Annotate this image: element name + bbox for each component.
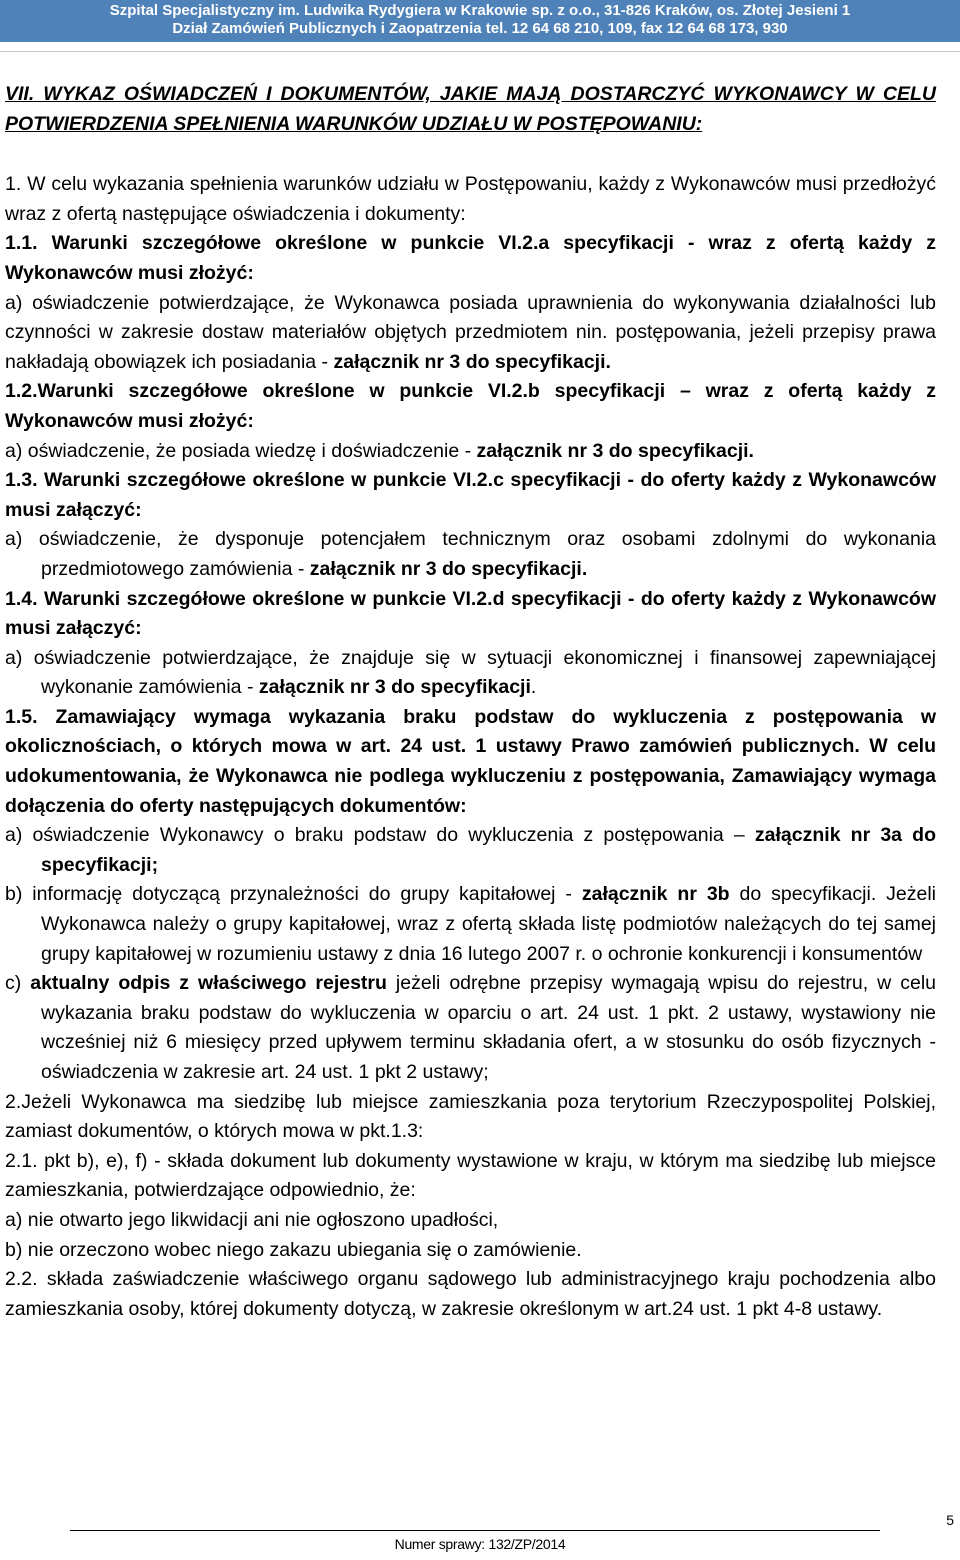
subsection-1-5-item-a: a) oświadczenie Wykonawcy o braku podstaw do wykluczenia z postępowania – załącznik nr 3a do specyfikacji; xyxy=(5,824,936,876)
document-body xyxy=(5,80,936,1324)
footer-divider xyxy=(70,1530,880,1531)
header-divider xyxy=(0,51,960,52)
page-header xyxy=(0,0,960,42)
subsection-1-3-heading: 1.3. Warunki szczegółowe określone w punkcie VI.2.c specyfikacji - do oferty każdy z Wykonawców musi załączyć: xyxy=(5,469,936,521)
subsection-1-1-heading: 1.1. Warunki szczegółowe określone w punkcie VI.2.a specyfikacji - wraz z ofertą każdy z Wykonawców musi złożyć: xyxy=(5,232,936,284)
subsection-1-5-item-b: b) informację dotyczącą przynależności do grupy kapitałowej - załącznik nr 3b do specyfikacji. Jeżeli Wykonawca należy o grupy kapitałowej, wraz z ofertą składa listę podmiotów należących do tej samej grupy kapitałowej w rozumieniu ustawy z dnia 16 lutego 2007 r. o ochronie konkurencji i konsumentów xyxy=(5,883,937,965)
subsection-1-4-item-a: a) oświadczenie potwierdzające, że znajduje się w sytuacji ekonomicznej i finansowej zapewniającej wykonanie zamówienia - załącznik nr 3 do specyfikacji. xyxy=(5,646,936,699)
paragraph-1: 1. W celu wykazania spełnienia warunków udziału w Postępowaniu, każdy z Wykonawców musi przedłożyć wraz z ofertą następujące oświadczenia i dokumenty: xyxy=(5,173,936,225)
header-line-2: Dział Zamówień Publicznych i Zaopatrzenia tel. 12 64 68 210, 109, fax 12 64 68 173, 930 xyxy=(172,20,788,37)
subsection-1-4-heading: 1.4. Warunki szczegółowe określone w punkcie VI.2.d specyfikacji - do oferty każdy z Wykonawców musi załączyć: xyxy=(5,587,936,640)
subsection-1-1-item-a: a) oświadczenie potwierdzające, że Wykonawca posiada uprawnienia do wykonywania działalności lub czynności w zakresie dostaw materiałów objętych przedmiotem nin. postępowania, jeżeli przepisy prawa nakładają obowiązek ich posiadania - załącznik nr 3 do specyfikacji. xyxy=(5,291,936,373)
subsection-1-2-heading: 1.2.Warunki szczegółowe określone w punkcie VI.2.b specyfikacji – wraz z ofertą każdy z Wykonawców musi złożyć: xyxy=(5,380,936,432)
paragraph-2: 2.Jeżeli Wykonawca ma siedzibę lub miejsce zamieszkania poza terytorium Rzeczypospolitej Polskiej, zamiast dokumentów, o których mowa w pkt.1.3: xyxy=(5,1090,936,1143)
paragraph-2-1: 2.1. pkt b), e), f) - składa dokument lub dokumenty wystawione w kraju, w którym ma siedzibę lub miejsce zamieszkania, potwierdzające odpowiednio, że: xyxy=(5,1149,936,1202)
paragraph-2-1-item-a: a) nie otwarto jego likwidacji ani nie ogłoszono upadłości, xyxy=(5,1208,499,1231)
case-number: Numer sprawy: 132/ZP/2014 xyxy=(394,1536,566,1552)
section-title: VII. WYKAZ OŚWIADCZEŃ I DOKUMENTÓW, JAKIE MAJĄ DOSTARCZYĆ WYKONAWCY W CELU POTWIERDZENIA SPEŁNIENIA WARUNKÓW UDZIAŁU W POSTĘPOWANIU: xyxy=(5,83,936,135)
header-line-1: Szpital Specjalistyczny im. Ludwika Rydygiera w Krakowie sp. z o.o., 31-826 Kraków, os. Złotej Jesieni 1 xyxy=(109,2,851,19)
paragraph-2-1-item-b: b) nie orzeczono wobec niego zakazu ubiegania się o zamówienie. xyxy=(5,1238,582,1261)
subsection-1-5-heading: 1.5. Zamawiający wymaga wykazania braku podstaw do wykluczenia z postępowania w okolicznościach, o których mowa w art. 24 ust. 1 ustawy Prawo zamówień publicznych. W celu udokumentowania, że Wykonawca nie podlega wykluczeniu z postępowania, Zamawiający wymaga dołączenia do oferty następujących dokumentów: xyxy=(5,705,936,817)
subsection-1-2-item-a: a) oświadczenie, że posiada wiedzę i doświadczenie - załącznik nr 3 do specyfikacji. xyxy=(5,439,754,462)
subsection-1-3-item-a: a) oświadczenie, że dysponuje potencjałem technicznym oraz osobami zdolnymi do wykonania przedmiotowego zamówienia - załącznik nr 3 do specyfikacji. xyxy=(5,528,936,580)
subsection-1-5-item-c: c) aktualny odpis z właściwego rejestru jeżeli odrębne przepisy wymagają wpisu do rejestru, w celu wykazania braku podstaw do wykluczenia w oparciu o art. 24 ust. 1 pkt. 2 ustawy, wystawiony nie wcześniej niż 6 miesięcy przed upływem terminu składania ofert, a w stosunku do osób fizycznych - oświadczenia w zakresie art. 24 ust. 1 pkt 2 ustawy; xyxy=(5,972,936,1083)
paragraph-2-2: 2.2. składa zaświadczenie właściwego organu sądowego lub administracyjnego kraju pochodzenia albo zamieszkania osoby, której dokumenty dotyczą, w zakresie określonym w art.24 ust. 1 pkt 4-8 ustawy. xyxy=(5,1268,936,1320)
page-number: 5 xyxy=(946,1512,954,1528)
